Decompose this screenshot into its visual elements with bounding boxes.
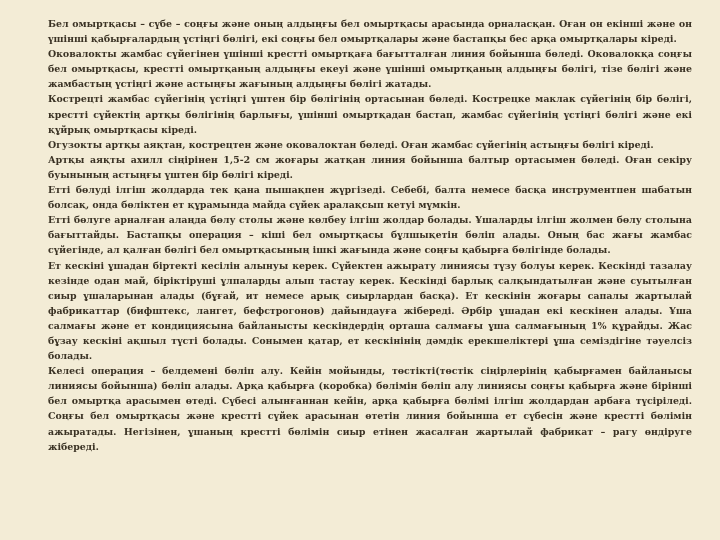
paragraph-etti-boludi: Етті бөлуді ілгіш жолдарда тек қана пышақпен жүргізеді. Себебі, балта немесе басқа инструментпен шабатын болсақ, онда бөліктен ет құрамында майда сүйек аралақсып кетуі мүмкін. — [48, 185, 692, 212]
paragraph-bel-omyrtqasy: Бел омыртқасы – сүбе – соңғы және оның алдыңғы бел омыртқасы арасында орналасқан. Оған он екінші және он үшінші қабырғалардың үстіңгі бөлігі, екі соңғы бел омыртқалары және бастапқы бес арқа омыртқалары кіреді. — [48, 19, 692, 46]
text-body — [48, 17, 692, 455]
paragraph-kelesi-operatsiya: Келесі операция – белдемені бөліп алу. Кейін мойынды, төстікті(төстік сіңірлерінің қабырғамен байланысы линиясы бойынша) бөліп алады. Арқа қабырға (коробка) бөлімін бөліп алу линиясы соңғы қабырға және бірінші бел омыртқа арасымен өтеді. Сүбесі алынғаннан кейін, арқа қабырға бөлімі ілгіш жолдардан арбаға түсіріледі. Соңғы бел омыртқасы және крестті сүйек арасынан өтетін линия бойынша ет сүбесін және крестті бөлімін ажыратады. Негізінен, ұшаның крестті бөлімін сиыр етінен жасалған жартылай фабрикат – рагу өндіруге жібереді. — [48, 366, 692, 453]
paragraph-okovalok: Оковалокты жамбас сүйегінен үшінші крестті омыртқаға бағытталған линия бойынша бөледі. Оковалокқа соңғы бел омыртқасы, крестті омыртқаның алдыңғы екеуі және үшінші омыртқаның алдыңғы бөлігі, тізе бөлігі және жамбастың үстіңгі және астыңғы жағының алдыңғы бөлігі жатады. — [48, 49, 692, 91]
paragraph-kostrets: Кострецті жамбас сүйегінің үстіңгі үштен бір бөлігінің ортасынан бөледі. Кострецке маклак сүйегінің бір бөлігі, крестті сүйектің артқы бөлігінің барлығы, үшінші омыртқадан бастап, жамбас сүйегінің үстіңгі бөлігі және екі құйрық омыртқасы кіреді. — [48, 94, 692, 136]
paragraph-arqy-ayaq: Артқы аяқты ахилл сіңірінен 1,5-2 см жоғары жатқан линия бойынша балтыр ортасымен бөледі. Оған секіру буынының астыңғы үштен бір бөлігі кіреді. — [48, 154, 692, 181]
paragraph-etti-boluge: Етті бөлуге арналған алаңда бөлу столы және көлбеу ілгіш жолдар болады. Ұшаларды ілгіш жолмен бөлу столына бағыттайды. Бастапқы операция – кіші бел омыртқасы бұлшықетін бөліп алады. Оның бас жағы жамбас сүйегінде, ал қалған бөлігі бел омыртқасының ішкі жағында және соңғы қабырға бөлігінде болады. — [48, 215, 692, 257]
paragraph-oguzok: Огузокты артқы аяқтан, кострецтен және оковалоктан бөледі. Оған жамбас сүйегінің астыңғы бөлігі кіреді. — [48, 139, 654, 151]
paragraph-et-keskini: Ет кескіні ұшадан біртекті кесілін алынуы керек. Сүйектен ажырату линиясы түзу болуы керек. Кескінді тазалау кезінде одан май, біріктіруші ұлпаларды алып тастау керек. Кескінді барлық салқындатылған және суытылған сиыр ұшаларынан алады (бұғай, ит немесе арық сиырлардан басқа). Ет кескінін жоғары сапалы жартылай фабрикаттар (бифштекс, лангет, бефстрогонов) дайындауға жібереді. Әрбір ұшадан екі кескінен алады. Ұша салмағы және ет кондициясына байланысты кескіндердің орташа салмағы ұша салмағының 1% құрайды. Жас бұзау кескіні ақшыл түсті болады. Сонымен қатар, ет кескінінің дәмдік ерекшеліктері ұша семіздігіне тәуелсіз болады. — [48, 260, 692, 363]
